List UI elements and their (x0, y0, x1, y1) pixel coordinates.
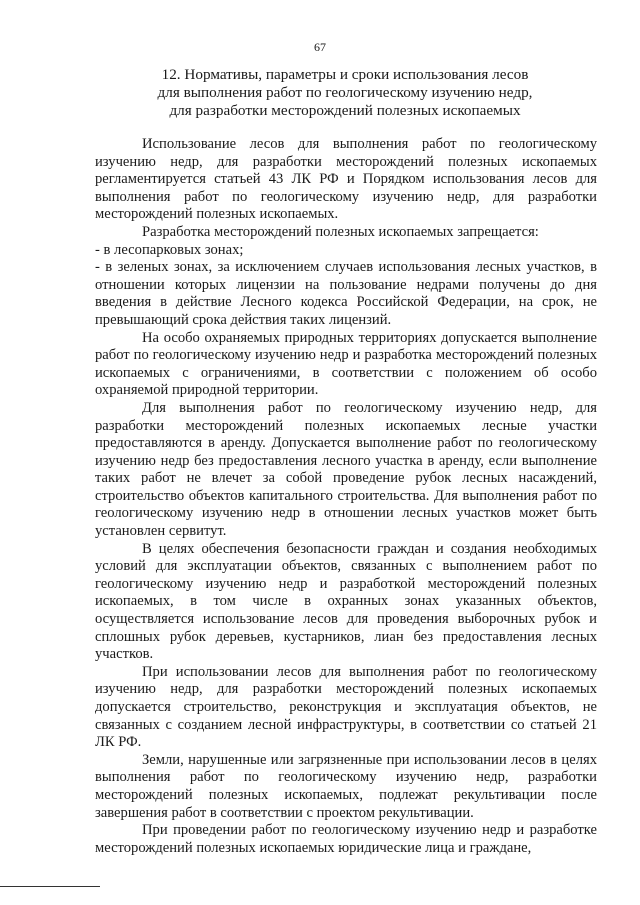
page-number: 67 (314, 40, 326, 54)
paragraph: Разработка месторождений полезных ископаемых запрещается: (142, 223, 539, 240)
heading-line-3: для разработки месторождений полезных ископаемых (169, 102, 521, 119)
paragraph: В целях обеспечения безопасности граждан и создания необходимых условий для эксплуатации объектов, связанных с выполнением работ по геологическому изучению недр и разработкой месторождений полезных ископаемых, в том числе в охранных зонах указанных объектов, осуществляется использование лесов для проведения выборочных рубок и сплошных рубок деревьев, кустарников, лиан без предоставления лесных участков. (95, 540, 597, 663)
list-item: - в лесопарковых зонах; (95, 241, 244, 258)
paragraph: При использовании лесов для выполнения работ по геологическому изучению недр, для разработки месторождений полезных ископаемых допускается строительство, реконструкция и эксплуатация объектов, не связанных с созданием лесной инфраструктуры, в соответствии со статьей 21 ЛК РФ. (95, 663, 597, 751)
paragraph: Использование лесов для выполнения работ по геологическому изучению недр, для разработки месторождений полезных ископаемых регламентируется статьей 43 ЛК РФ и Порядком использования лесов для выполнения работ по геологическому изучению недр, для разработки месторождений полезных ископаемых. (95, 136, 597, 223)
section-heading (95, 66, 595, 120)
list-item: - в зеленых зонах, за исключением случаев использования лесных участков, в отношении которых лицензии на пользование недрами получены до дня введения в действие Лесного кодекса Российской Федерации, на срок, не превышающий срока действия таких лицензий. (95, 259, 597, 328)
heading-line-1: 12. Нормативы, параметры и сроки использования лесов (161, 66, 529, 83)
paragraph: Земли, нарушенные или загрязненные при использовании лесов в целях выполнения работ по геологическому изучению недр, разработки месторождений полезных ископаемых, подлежат рекультивации после завершения работ в соответствии с проектом рекультивации. (95, 751, 597, 821)
footer-divider (0, 886, 100, 887)
paragraph: На особо охраняемых природных территориях допускается выполнение работ по геологическому изучению недр и разработка месторождений полезных ископаемых с ограничениями, в соответствии с положением об особо охраняемой природной территории. (95, 329, 597, 399)
body-text (95, 136, 597, 857)
heading-line-2: для выполнения работ по геологическому изучению недр, (157, 84, 533, 101)
paragraph: Для выполнения работ по геологическому изучению недр, для разработки месторождений полезных ископаемых лесные участки предоставляются в аренду. Допускается выполнение работ по геологическому изучению недр без предоставления лесного участка в аренду, если выполнение таких работ не влечет за собой проведение рубок лесных насаждений, строительство объектов капитального строительства. Для выполнения работ по геологическому изучению недр в отношении лесных участков может быть установлен сервитут. (95, 399, 597, 540)
paragraph: При проведении работ по геологическому изучению недр и разработке месторождений полезных ископаемых юридические лица и граждане, (95, 822, 597, 856)
